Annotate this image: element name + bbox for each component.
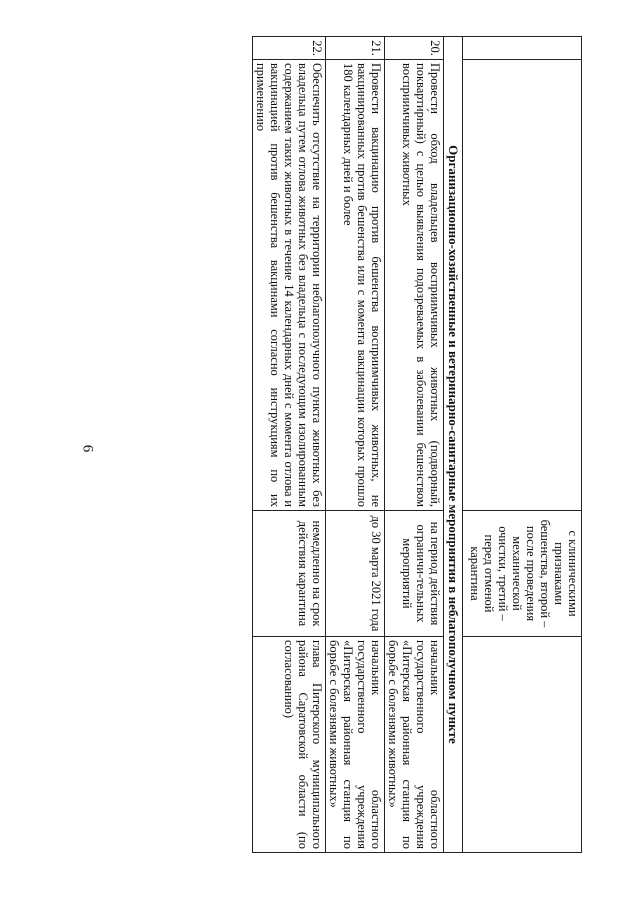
- responsible-cell: [463, 637, 582, 853]
- table-row: [385, 37, 444, 853]
- responsible-cell: начальник областного государственного учреждения «Питерская районная станция по борьбе с болезнями животных»: [385, 637, 444, 853]
- num-cell: 20.: [385, 37, 444, 60]
- responsible-cell: начальник областного государственного учреждения «Питерская районная станция по борьбе с болезнями животных»: [326, 637, 385, 853]
- term-cell: с клиническими признаками бешенства, второй – после проведения механической очистки, третий – перед отменой карантина: [463, 511, 582, 637]
- term-cell: на период действия ограничи-тельных мероприятий: [385, 511, 444, 637]
- responsible-cell: глава Питерского муниципального района Саратовской области (по согласованию): [253, 637, 326, 853]
- term-cell: до 30 марта 2021 года: [326, 511, 385, 637]
- measure-cell: Провести вакцинацию против бешенства восприимчивых животных, не вакцинированных против бешенства или с момента вакцинации которых прошло 180 календарных дней и более: [326, 60, 385, 511]
- num-cell: 21.: [326, 37, 385, 60]
- num-cell: [463, 37, 582, 60]
- measures-table: [252, 36, 582, 853]
- term-cell: немедленно на срок действия карантина: [253, 511, 326, 637]
- table-row: [463, 37, 582, 853]
- rotated-table-container: [64, 36, 582, 852]
- table-row: [253, 37, 326, 853]
- section-header-row: [444, 37, 463, 853]
- measure-cell: Обеспечить отсутствие на территории неблагополучного пункта животных без владельца путем отлова животных без владельца с последующим изолированным содержанием таких животных в течение 14 календарных дней с момента отлова и вакцинацией против бешенства вакцинами согласно инструкциям по их применению: [253, 60, 326, 511]
- table-row: [326, 37, 385, 853]
- page-number: 6: [79, 444, 96, 453]
- measure-cell: [463, 60, 582, 511]
- num-cell: 22.: [253, 37, 326, 60]
- section-title: Организационно-хозяйственные и ветеринарно-санитарные мероприятия в неблагополучном пункте: [444, 37, 463, 853]
- measure-cell: Провести обход владельцев восприимчивых животных (подворный, покварти́рный) с целью выявления подозреваемых в заболевании бешенством восприимчивых животных: [385, 60, 444, 511]
